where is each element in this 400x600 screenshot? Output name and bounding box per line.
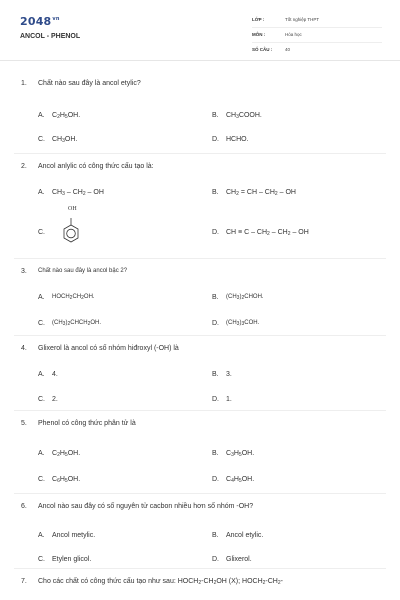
- option-letter: A.: [38, 371, 45, 378]
- question-divider: [14, 493, 386, 494]
- option-text: $C_3H_5OH$.: [226, 450, 255, 458]
- question-divider: [14, 258, 386, 259]
- option-text: $HOCH_2CH_2OH$.: [52, 294, 95, 301]
- question-number: 6.: [21, 503, 27, 510]
- option-text: CH ≡ C – $CH_2 - CH_2$ – OH: [226, 229, 309, 237]
- option-text: $CH_3 - CH_2$ – OH: [52, 189, 104, 197]
- meta-label: SỐ CÂU :: [252, 47, 273, 52]
- question-text: Chất nào sau đây là ancol bậc 2?: [38, 268, 128, 274]
- answer-option-b[interactable]: [212, 532, 382, 542]
- option-letter: A.: [38, 532, 45, 539]
- option-letter: C.: [38, 229, 45, 236]
- answer-option-b[interactable]: [212, 371, 382, 381]
- question-divider: [14, 153, 386, 154]
- answer-option-d[interactable]: [212, 229, 382, 239]
- meta-value: 40: [285, 47, 291, 52]
- option-letter: B.: [212, 189, 219, 196]
- option-letter: A.: [38, 189, 45, 196]
- quiz-meta: [252, 13, 382, 57]
- question-number: 4.: [21, 345, 27, 352]
- option-letter: C.: [38, 136, 45, 143]
- meta-row-count: [252, 43, 382, 57]
- question-divider: [14, 335, 386, 336]
- option-letter: D.: [212, 229, 219, 236]
- option-letter: B.: [212, 294, 219, 301]
- answer-option-a[interactable]: [38, 371, 208, 381]
- answer-option-c[interactable]: [38, 476, 208, 486]
- question-number: 2.: [21, 163, 27, 170]
- page-header: [0, 0, 400, 61]
- option-letter: A.: [38, 450, 45, 457]
- option-letter: C.: [38, 556, 45, 563]
- quiz-subject-title: ANCOL - PHENOL: [20, 33, 81, 40]
- option-text: $CH_3OH$.: [52, 136, 78, 144]
- logo-suffix: vn: [52, 16, 60, 23]
- answer-option-c[interactable]: [38, 396, 208, 406]
- option-letter: C.: [38, 396, 45, 403]
- answer-option-a[interactable]: [38, 189, 208, 199]
- option-letter: B.: [212, 112, 219, 119]
- logo-text: 2048: [20, 15, 52, 28]
- option-text: Ancol etylic.: [226, 532, 264, 539]
- option-letter: B.: [212, 532, 219, 539]
- option-text: $C_2H_5OH$.: [52, 450, 81, 458]
- option-text: $C_2H_5OH$.: [52, 112, 81, 120]
- option-letter: C.: [38, 476, 45, 483]
- answer-option-c[interactable]: [38, 320, 208, 330]
- answer-option-b[interactable]: [212, 112, 382, 122]
- question-text: Glixerol là ancol có số nhóm hiđroxyl (-OH) là: [38, 345, 179, 352]
- option-text: 4.: [52, 371, 58, 378]
- answer-option-c[interactable]: [38, 556, 208, 566]
- option-text: 3.: [226, 371, 232, 378]
- answer-option-a[interactable]: [38, 294, 208, 304]
- question-text: Ancol nào sau đây có số nguyên tử cacbon nhiều hơn số nhóm -OH?: [38, 503, 254, 510]
- option-text: $(CH_3)_2CHOH$.: [226, 294, 264, 301]
- question-text: Ancol anlylic có công thức cấu tạo là:: [38, 163, 154, 170]
- option-letter: D.: [212, 396, 219, 403]
- answer-option-a[interactable]: [38, 532, 208, 542]
- option-text: HCHO.: [226, 136, 249, 143]
- answer-option-d[interactable]: [212, 136, 382, 146]
- meta-value: Tốt nghiệp THPT: [285, 17, 320, 22]
- option-text: $(CH_3)_2CHCH_2OH$.: [52, 320, 102, 327]
- answer-option-a[interactable]: [38, 112, 208, 122]
- option-text: Etylen glicol.: [52, 556, 92, 563]
- option-text: 1.: [226, 396, 232, 403]
- option-letter: A.: [38, 294, 45, 301]
- option-text: Ancol metylic.: [52, 532, 96, 539]
- question-number: 5.: [21, 420, 27, 427]
- answer-option-d[interactable]: [212, 556, 382, 566]
- option-letter: D.: [212, 136, 219, 143]
- phenol-structure-image: [60, 209, 82, 247]
- option-text: $CH_2$ = CH – $CH_2$ – OH: [226, 189, 296, 197]
- answer-option-d[interactable]: [212, 476, 382, 486]
- meta-value: Hóa học: [285, 32, 302, 37]
- option-letter: D.: [212, 556, 219, 563]
- question-number: 3.: [21, 268, 27, 275]
- answer-option-b[interactable]: [212, 294, 382, 304]
- site-logo[interactable]: [20, 15, 60, 28]
- meta-row-subject: [252, 28, 382, 43]
- question-text: Chất nào sau đây là ancol etylic?: [38, 80, 141, 87]
- meta-row-class: [252, 13, 382, 28]
- meta-label: LỚP :: [252, 17, 265, 22]
- answer-option-b[interactable]: [212, 450, 382, 460]
- option-text: Glixerol.: [226, 556, 252, 563]
- answer-option-b[interactable]: [212, 189, 382, 199]
- option-text: $C_6H_5OH$.: [52, 476, 81, 484]
- answer-option-a[interactable]: [38, 450, 208, 460]
- answer-option-c[interactable]: [38, 136, 208, 146]
- answer-option-d[interactable]: [212, 320, 382, 330]
- answer-option-d[interactable]: [212, 396, 382, 406]
- question-text: Phenol có công thức phân tử là: [38, 420, 136, 427]
- option-letter: A.: [38, 112, 45, 119]
- option-text: 2.: [52, 396, 58, 403]
- option-text: $CH_3COOH$.: [226, 112, 262, 120]
- option-text: OH: [68, 206, 77, 212]
- option-text: $(CH_3)_3COH$.: [226, 320, 260, 327]
- question-number: 7.: [21, 578, 27, 585]
- option-letter: D.: [212, 320, 219, 327]
- option-text: $C_4H_5OH$.: [226, 476, 255, 484]
- option-letter: B.: [212, 371, 219, 378]
- meta-label: MÔN :: [252, 32, 266, 37]
- option-letter: D.: [212, 476, 219, 483]
- option-letter: B.: [212, 450, 219, 457]
- question-number: 1.: [21, 80, 27, 87]
- option-letter: C.: [38, 320, 45, 327]
- question-divider: [14, 410, 386, 411]
- question-text: Cho các chất có công thức cấu tạo như sau: $HOCH_2-CH_2OH$ (X); $HOCH_2-CH_2-$: [38, 578, 283, 586]
- question-divider: [14, 568, 386, 569]
